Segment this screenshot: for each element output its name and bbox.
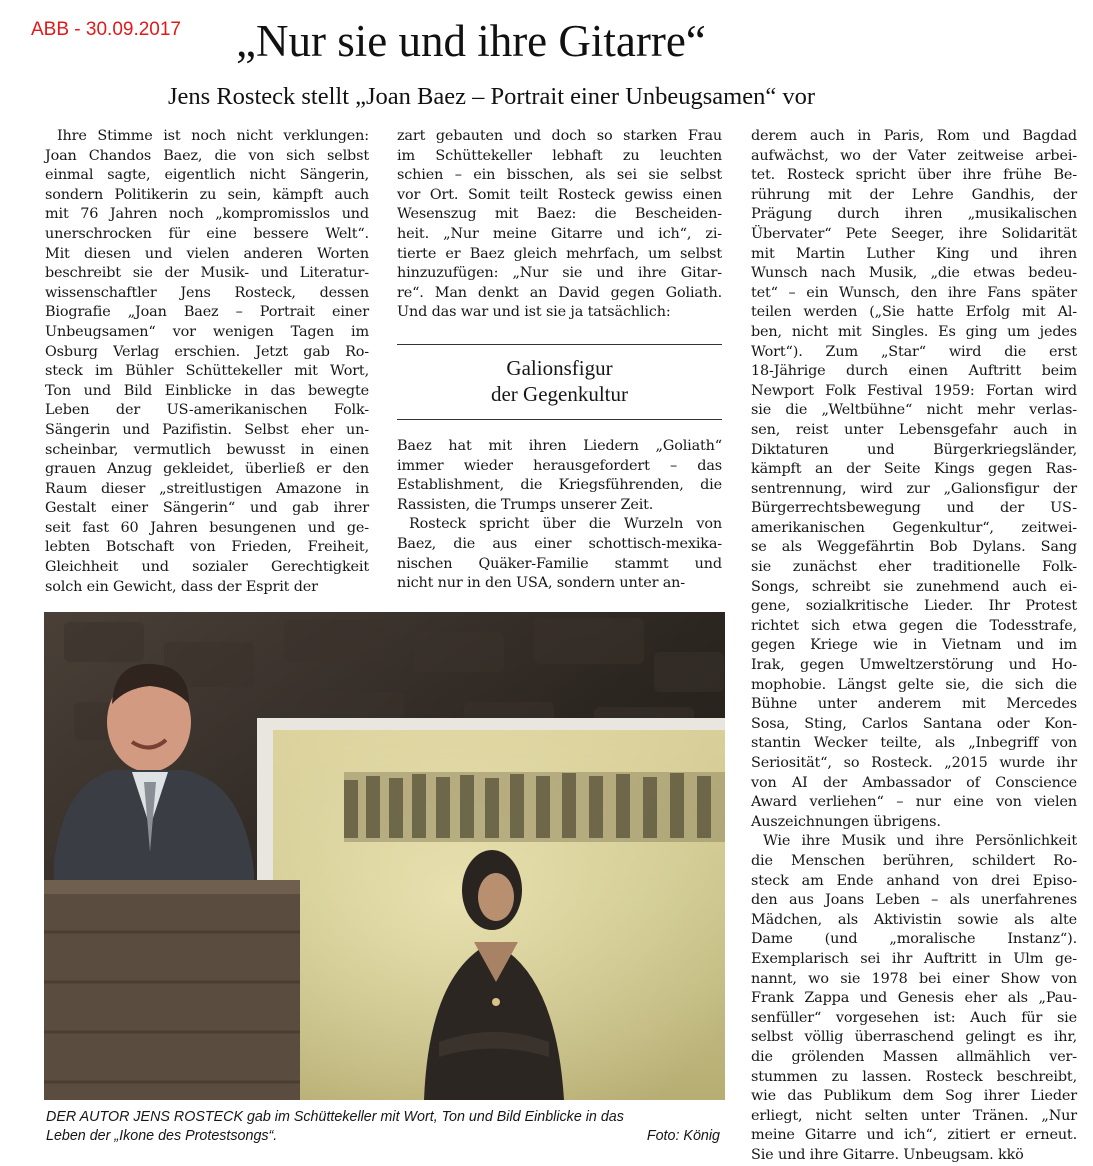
text-line: unerschrocken für eine bessere Welt“. <box>45 225 369 242</box>
text-line: sie die „Weltbühne“ nicht mehr verlas- <box>751 402 1077 419</box>
text-line: tierte er Baez gleich mehrfach, um selbst <box>397 245 722 262</box>
text-line: Frank Zappa und Genesis eher als „Pau- <box>751 990 1077 1007</box>
text-line: Unbeugsamen“ vor wenigen Tagen im <box>45 323 369 340</box>
text-line: wie das Publikum dem Sog ihrer Lieder <box>751 1088 1077 1105</box>
text-line: mophobie. Längst gelte sie, die sich die <box>751 676 1077 693</box>
text-line: mit Martin Luther King und ihren <box>751 245 1077 262</box>
text-line: vor Ort. Somit teilt Rosteck gewiss einen <box>397 186 722 203</box>
text-line: tet“ – ein Wunsch, den ihre Fans später <box>751 284 1077 301</box>
text-line: immer wieder herausgefordert – das <box>397 457 722 474</box>
text-line: hinzuzufügen: „Nur sie und ihre Gitar- <box>397 265 722 282</box>
text-line: steck am Ende anhand von drei Episo- <box>751 872 1077 889</box>
subheading-line-2: der Gegenkultur <box>490 382 629 406</box>
caption-line-2: Leben der „Ikone des Protestsongs“. <box>46 1128 278 1144</box>
text-line: nannt, wo sie 1978 bei einer Show von <box>751 970 1077 987</box>
text-line: selbst völlig überraschend gelingt es ihr, <box>751 1029 1077 1046</box>
text-line: derem auch in Paris, Rom und Bagdad <box>751 128 1077 144</box>
text-line: Seriosität“, so Rosteck. „2015 wurde ihr <box>751 755 1077 771</box>
text-line: schien – ein bisschen, als sei sie selbst <box>397 167 722 184</box>
text-line: Establishment, die Kriegsführenden, die <box>397 477 722 494</box>
text-line: den aus Joans Leben – als unerfahrenes <box>751 892 1077 909</box>
article-column-1 <box>45 127 369 597</box>
text-line: Leben der US-amerikanischen Folk- <box>45 402 369 419</box>
section-subheading <box>397 344 722 420</box>
text-line: tet. Rosteck spricht über ihre frühe Be- <box>751 167 1077 184</box>
text-line: Übervater“ Pete Seeger, ihre Solidarität <box>751 225 1077 242</box>
text-line: Dame (und „moralische Instanz“). <box>751 931 1077 948</box>
text-line: re“. Man denkt an David gegen Goliath. <box>397 284 722 301</box>
text-line: Bühne unter anderem mit Mercedes <box>751 696 1077 713</box>
text-line: Bürgerrechtsbewegung und der US- <box>751 500 1077 517</box>
text-line: teilen werden („Sie hatte Erfolg mit Al- <box>751 304 1077 321</box>
text-line: richtet sich etwa gegen die Todesstrafe, <box>751 617 1077 634</box>
text-line: steck im Bühler Schüttekeller mit Wort, <box>45 363 369 380</box>
photo-credit: Foto: König <box>646 1128 720 1144</box>
source-date-tag: ABB - 30.09.2017 <box>31 19 181 40</box>
text-line: Ton und Bild Einblicke in das bewegte <box>45 382 369 399</box>
text-line: Biografie „Joan Baez – Portrait einer <box>45 304 369 321</box>
text-line: kämpft an der Seite Kings gegen Ras- <box>751 461 1077 478</box>
caption-line-1: DER AUTOR JENS ROSTECK gab im Schüttekeller mit Wort, Ton und Bild Einblicke in das <box>46 1109 624 1125</box>
text-line: Sie und ihre Gitarre. Unbeugsam. kkö <box>751 1146 1024 1163</box>
text-line: wissenschaftler Jens Rosteck, dessen <box>45 284 369 301</box>
text-line: solch ein Gewicht, dass der Esprit der <box>45 578 318 595</box>
text-line: Und das war und ist sie ja tatsächlich: <box>397 304 671 321</box>
text-line: Gleichheit und sozialer Gerechtigkeit <box>45 559 369 576</box>
text-line: stummen zu lassen. Rosteck beschreibt, <box>751 1068 1077 1085</box>
text-line: Rassisten, die Trumps unserer Zeit. <box>397 496 654 513</box>
text-line: Mädchen, als Aktivistin sowie als alte <box>751 911 1077 928</box>
text-line: aufwächst, wo der Vater zeitweise arbei- <box>751 147 1077 164</box>
text-line: amerikanischen Gegenkultur“, zeitwei- <box>751 519 1077 536</box>
text-line: einmal sagte, eigentlich nicht Sängerin, <box>45 167 369 184</box>
text-line: gene, sozialkritische Lieder. Ihr Protest <box>751 598 1077 615</box>
text-line: Osburg Verlag erschien. Jetzt gab Ro- <box>45 343 369 360</box>
text-line: heit. „Nur meine Gitarre und ich“, zi- <box>397 225 722 242</box>
text-line: Award verliehen“ – nur eine von vielen <box>751 794 1077 811</box>
text-line: Mit diesen und vielen anderen Worten <box>45 245 369 262</box>
text-line: Songs, schreibt sie zunehmend auch ei- <box>751 578 1077 595</box>
text-line: Sosa, Sting, Carlos Santana oder Kon- <box>751 715 1077 732</box>
text-line: Prägung durch ihren „musikalischen <box>751 206 1077 223</box>
text-line: gegen Kriege wie in Vietnam und im <box>751 637 1077 654</box>
text-line: sondern Politikerin zu sein, kämpft auch <box>45 186 369 203</box>
text-line: 18-Jährige durch einen Auftritt beim <box>751 363 1077 380</box>
text-line: Gestalt einer Sängerin“ und gab ihrer <box>45 500 369 517</box>
text-line: beschreibt sie der Musik- und Literatur- <box>45 265 369 282</box>
text-line: stantin Wecker teilte, als „Inbegriff von <box>751 735 1077 752</box>
text-line: sie zunächst eher traditionelle Folk- <box>751 559 1077 576</box>
subheadline: Jens Rosteck stellt „Joan Baez – Portrait einer Unbeugsamen“ vor <box>168 83 816 110</box>
text-line: grauen Anzug gekleidet, überließ er den <box>45 461 369 478</box>
event-photo <box>44 612 725 1100</box>
text-line: von AI der Ambassador of Conscience <box>751 774 1077 791</box>
text-line: scheinbar, vermutlich bewusst in einen <box>45 441 369 458</box>
text-line: Joan Chandos Baez, die von sich selbst <box>45 147 369 164</box>
text-line: se als Weggefährtin Bob Dylans. Sang <box>751 539 1077 556</box>
text-line: lebten Botschaft von Frieden, Freiheit, <box>45 539 369 556</box>
text-line: Exemplarisch sei ihr Auftritt in Ulm ge- <box>751 950 1077 967</box>
text-line: rührung mit der Lehre Gandhis, der <box>751 186 1077 203</box>
text-line: erliegt, nicht selten unter Tränen. „Nur <box>751 1107 1077 1124</box>
text-line: sen, reist unter Lebensgefahr auch in <box>751 421 1077 438</box>
text-line: Newport Folk Festival 1959: Fortan wird <box>751 382 1077 399</box>
text-line: Baez hat mit ihren Liedern „Goliath“ <box>397 438 722 454</box>
text-line: Ihre Stimme ist noch nicht verklungen: <box>57 128 369 144</box>
text-line: im Schüttekeller lebhaft zu leuchten <box>397 147 722 164</box>
headline: „Nur sie und ihre Gitarre“ <box>236 16 706 66</box>
text-line: Auszeichnungen übrigens. <box>751 813 941 830</box>
text-line: die Menschen berühren, schildert Ro- <box>751 852 1077 869</box>
text-line: Raum dieser „streitlustigen Amazone in <box>45 480 369 497</box>
text-line: Wesenszug mit Baez: die Bescheiden- <box>397 206 722 223</box>
text-line: Wort“). Zum „Star“ wird die erst <box>751 343 1077 360</box>
text-line: Wunsch nach Musik, „die etwas bedeu- <box>751 265 1077 282</box>
text-line: sentrennung, wird zur „Galionsfigur der <box>751 480 1077 497</box>
text-line: meine Gitarre und ich“, zitiert er erneut. <box>751 1127 1077 1144</box>
text-line: Rosteck spricht über die Wurzeln von <box>409 516 722 533</box>
photo-caption <box>46 1108 720 1146</box>
text-line: ben, nicht mit Singles. Es ging um jedes <box>751 323 1077 340</box>
text-line: die grölenden Massen allmählich ver- <box>751 1048 1077 1065</box>
text-line: Baez, die aus einer schottisch-mexika- <box>397 535 722 552</box>
text-line: Wie ihre Musik und ihre Persönlichkeit <box>763 833 1077 850</box>
text-line: seit fast 60 Jahren besungenen und ge- <box>45 519 369 536</box>
text-line: zart gebauten und doch so starken Frau <box>397 128 722 144</box>
article-column-2-top <box>397 127 722 323</box>
subheading-line-1: Galionsfigur <box>506 356 613 380</box>
article-column-2-bottom <box>397 437 722 594</box>
text-line: Diktaturen und Bürgerkriegsländer, <box>751 441 1077 458</box>
text-line: nischen Quäker-Familie stammt und <box>397 555 722 572</box>
text-line: nicht nur in den USA, sondern unter an- <box>397 575 686 592</box>
text-line: Irak, gegen Umweltzerstörung und Ho- <box>751 657 1077 674</box>
text-line: mit 76 Jahren noch „kompromisslos und <box>45 206 369 223</box>
text-line: senfüller“ vorgesehen ist: Auch für sie <box>751 1009 1077 1026</box>
text-line: Sängerin und Pazifistin. Selbst eher un- <box>45 421 369 438</box>
article-column-3 <box>751 127 1077 1165</box>
